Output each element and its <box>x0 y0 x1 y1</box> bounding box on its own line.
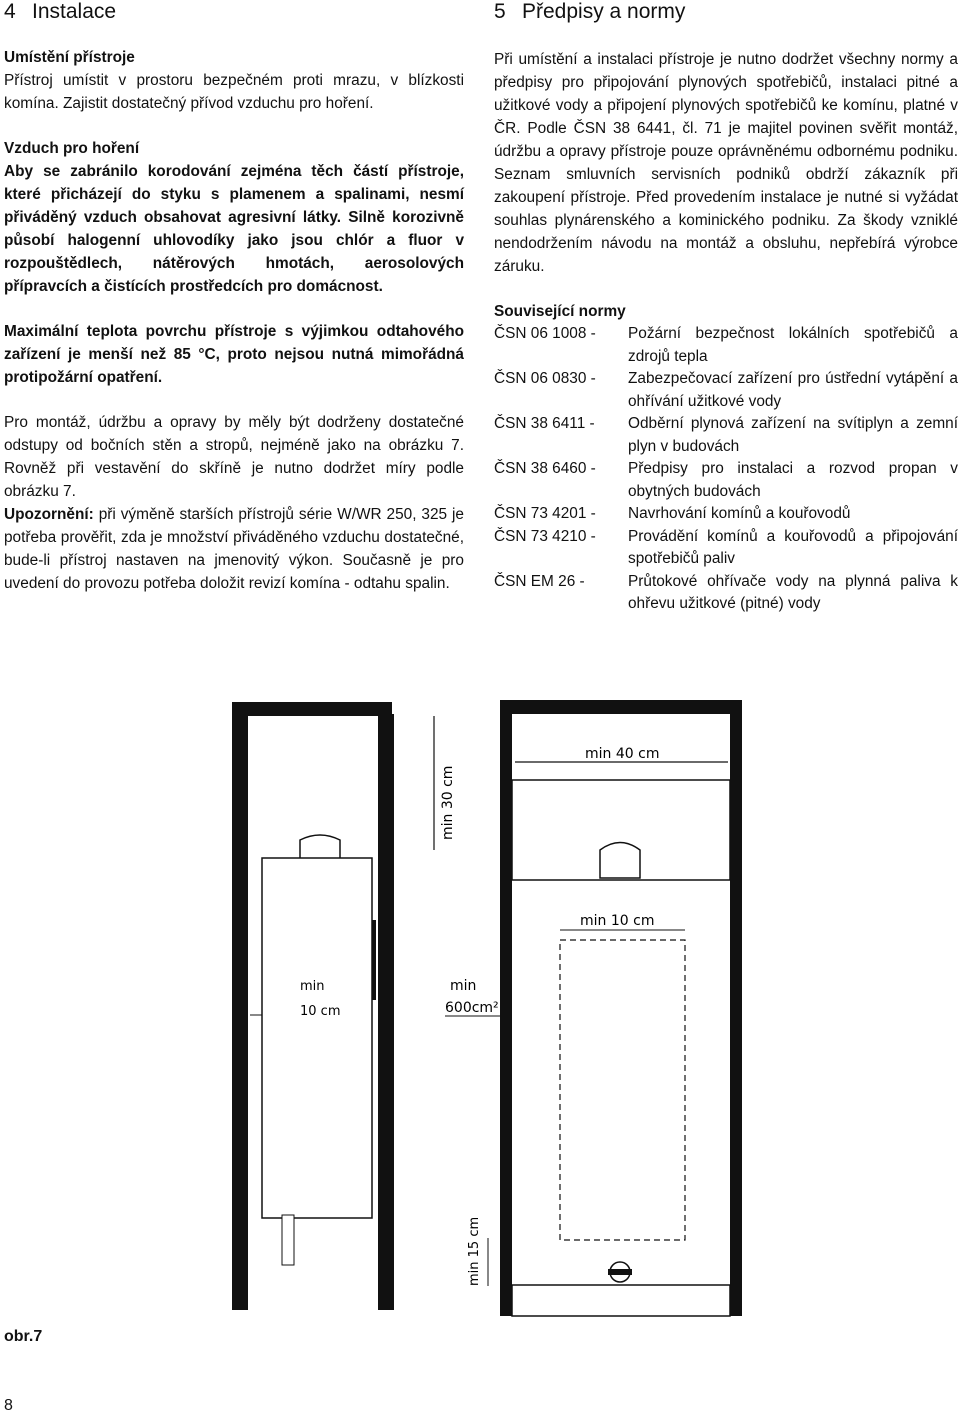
section-title: Předpisy a normy <box>522 0 686 23</box>
norm-code: ČSN 38 6460 - <box>494 460 596 477</box>
warning-text: při výměně starších přístrojů série W/WR 250, 325 je potřeba prověřit, zda je množství přiváděného vzduchu dostatečné, bude-li přístroj nastaven na jmenovitý výkon. Současně je pro uvedení do provozu potřeba doložit revizí komína - odtahu spalin. <box>4 506 464 592</box>
section-regulations <box>494 0 958 616</box>
norm-code: ČSN 06 1008 - <box>494 325 596 342</box>
norm-item <box>494 503 958 526</box>
regulations-intro: Při umístění a instalaci přístroje je nutno dodržet všechny normy a předpisy pro připojování plynových spotřebičů, instalaci pitné a užitkové vody a připojení plynových spotřebičů ke komínu, platné v ČR. Podle ČSN 38 6441, čl. 71 je majitel povinen svěřit montáž, údržbu a opravy přístroje pouze oprávněnému odbornému podniku. Seznam smluvních servisních podniků obdrží zákazník při zakoupení přístroje. Před provedením instalace je nutné si vyžádat souhlas plynárenského a kominického podniku. Za škody vzniklé nendodržením návodu na montáž a obsluhu, nepřebírá výrobce záruku. <box>494 51 958 275</box>
norm-description: Požární bezpečnost lokálních spotřebičů a zdrojů tepla <box>628 325 958 365</box>
surface-temp-text: Maximální teplota povrchu přístroje s výjimkou odtahového zařízení je menší než 85 °C, proto nejsou nutná mimořádná protipožární opatření. <box>4 323 464 386</box>
norms-list <box>494 323 958 616</box>
placement-text: Přístroj umístit v prostoru bezpečném proti mrazu, v blízkosti komína. Zajistit dostatečný přívod vzduchu pro hoření. <box>4 72 464 112</box>
norm-item <box>494 526 958 571</box>
section-heading <box>4 0 464 24</box>
norm-code: ČSN 06 0830 - <box>494 370 596 387</box>
combustion-air-text: Aby se zabránilo korodování zejména těch částí přístroje, které přicházejí do styku s plamenem a spalinami, nesmí přiváděný vzduch obsahovat agresivní látky. Silně korozivně působí halogenní uhlovodíky jako jsou chlór a fluor v rozpouštědlech, nátěrových hmotách, aerosolových přípravcích a čistících prostředcích pro domácnost. <box>4 163 464 295</box>
norm-code: ČSN 73 4210 - <box>494 527 596 545</box>
norm-item <box>494 458 958 503</box>
norm-code: ČSN 38 6411 - <box>494 415 595 432</box>
placement-title: Umístění přístroje <box>4 49 135 66</box>
norm-item <box>494 368 958 413</box>
ceiling <box>232 702 392 716</box>
label-min-40cm: min 40 cm <box>585 746 660 762</box>
warning-label: Upozornění: <box>4 506 94 523</box>
norm-item <box>494 323 958 368</box>
norm-description: Navrhování komínů a kouřovodů <box>628 505 851 522</box>
norm-description: Průtokové ohřívače vody na plynná paliva k ohřevu užitkové (pitné) vody <box>628 572 958 612</box>
norm-description: Zabezpečovací zařízení pro ústřední vytápění a ohřívání užitkové vody <box>628 370 958 410</box>
bottom-box <box>512 1285 730 1316</box>
svg-text:600cm²: 600cm² <box>445 1000 499 1016</box>
label-min-10cm-side: min <box>300 979 325 994</box>
norm-description: Předpisy pro instalaci a rozvod propan v obytných budovách <box>628 460 958 500</box>
section-number: 5 <box>494 0 506 23</box>
norm-item <box>494 413 958 458</box>
side-wall <box>232 714 244 1310</box>
svg-text:10 cm: 10 cm <box>300 1004 341 1019</box>
section-installation <box>4 0 464 595</box>
label-min-10cm-top: min 10 cm <box>580 913 655 929</box>
label-min-15cm: min 15 cm <box>467 1216 482 1286</box>
section-title: Instalace <box>32 0 117 23</box>
norm-description: Provádění komínů a kouřovodů a připojování spotřebičů paliv <box>628 527 958 567</box>
right-wall <box>382 714 394 1310</box>
device-side <box>300 835 340 860</box>
device-body-side <box>262 858 372 1218</box>
figure-caption: obr.7 <box>4 1328 43 1345</box>
norms-title: Související normy <box>494 303 626 320</box>
norm-code: ČSN EM 26 - <box>494 572 585 590</box>
label-min-30cm: min 30 cm <box>440 765 456 840</box>
section-heading <box>494 0 958 24</box>
page-number: 8 <box>4 1397 13 1414</box>
clearance-text: Pro montáž, údržbu a opravy by měly být dodrženy dostatečné odstupy od bočních stěn a stropů, nejméně jako na obrázku 7. Rovněž při vestavění do skříně je nutno dodržet míry podle obrázku 7. <box>4 414 464 500</box>
section-number: 4 <box>4 0 16 23</box>
warning-paragraph <box>4 503 464 595</box>
side-wall-inner <box>244 714 248 1310</box>
norm-code: ČSN 73 4201 - <box>494 505 596 522</box>
label-min-600: min <box>450 978 477 994</box>
norm-item <box>494 571 958 616</box>
combustion-air-title: Vzduch pro hoření <box>4 140 140 157</box>
installation-clearance-diagram <box>0 690 960 1320</box>
norm-description: Odběrní plynová zařízení na svítiplyn a zemní plyn v budovách <box>628 415 958 455</box>
